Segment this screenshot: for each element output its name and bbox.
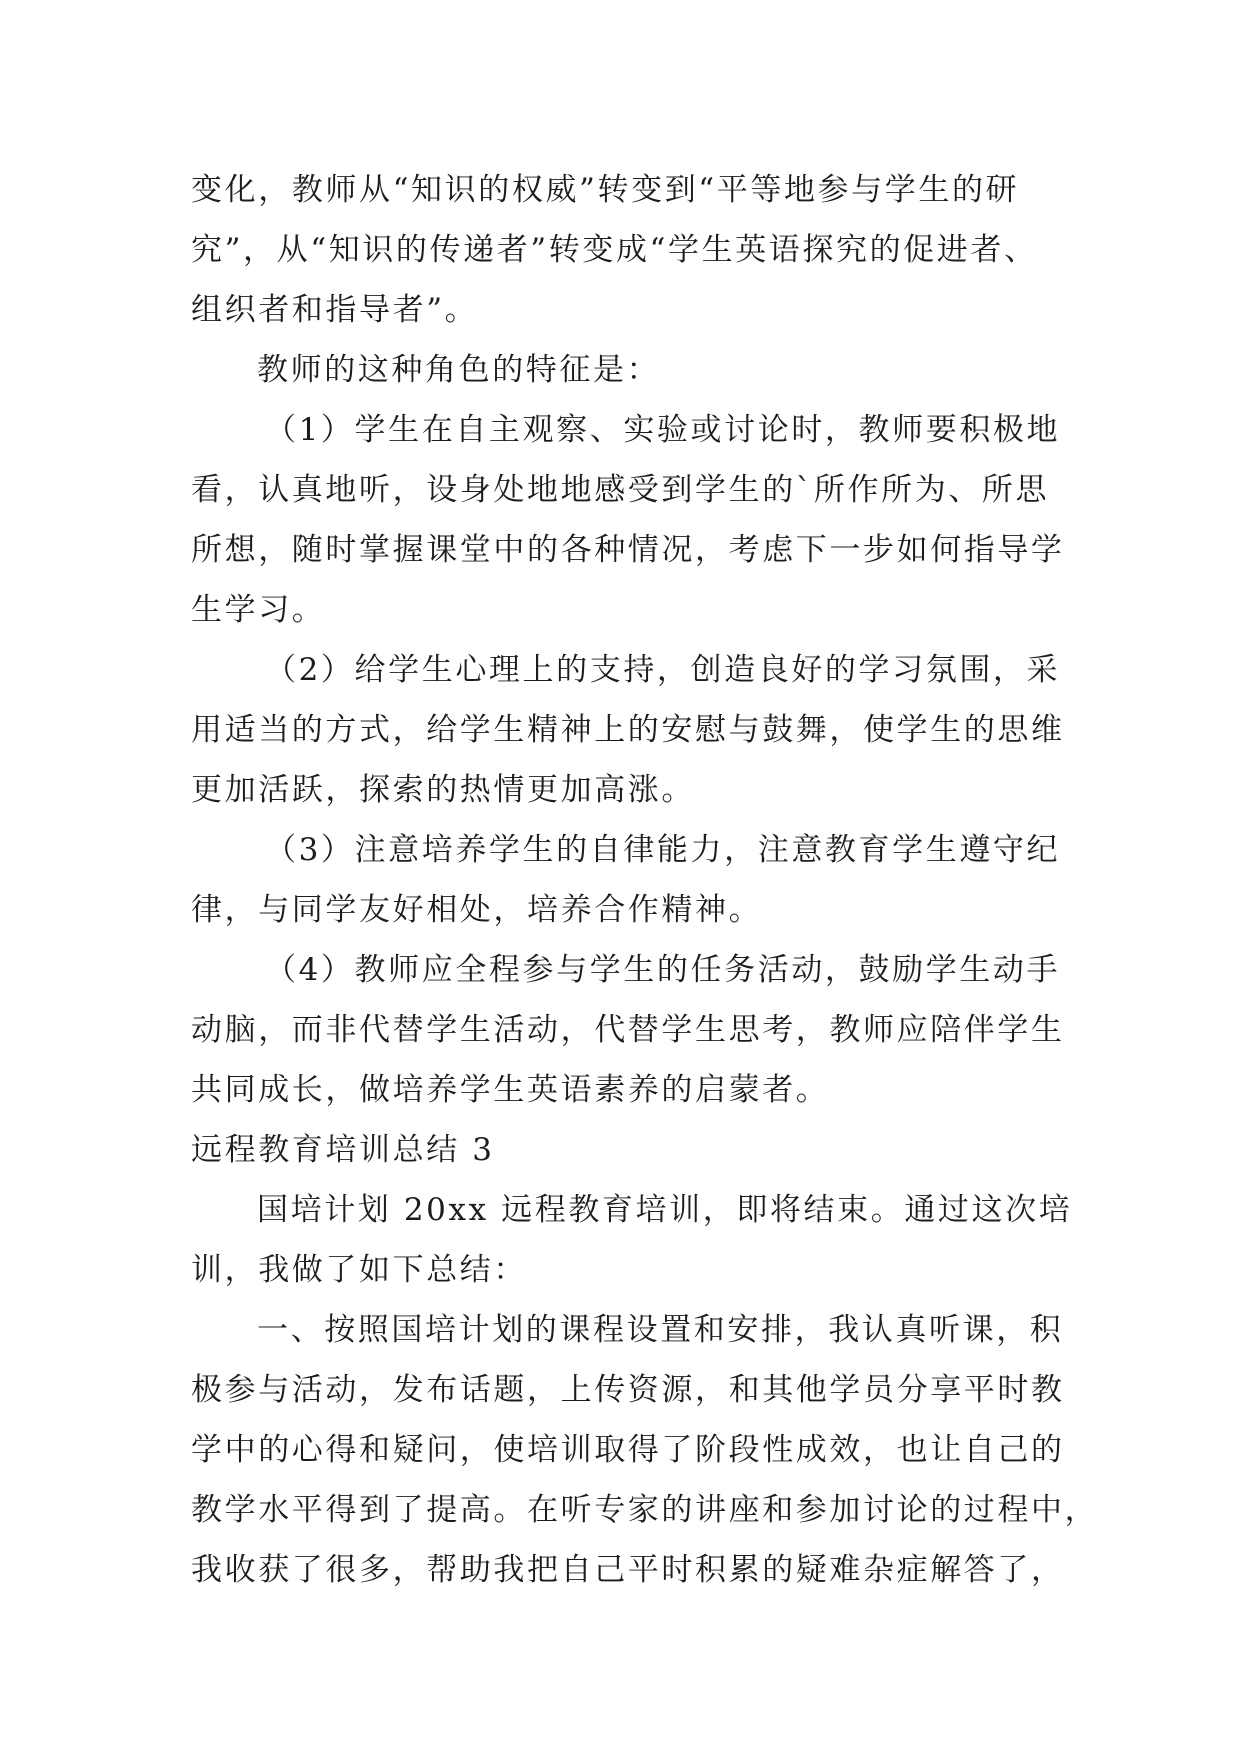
text-line: （4）教师应全程参与学生的任务活动，鼓励学生动手 (265, 952, 1061, 988)
text-line: 生学习。 (191, 592, 326, 628)
heading-text: 远程教育培训总结 3 (191, 1132, 495, 1168)
text-line: 律，与同学友好相处，培养合作精神。 (191, 892, 763, 928)
text-line: （1）学生在自主观察、实验或讨论时，教师要积极地 (265, 412, 1061, 448)
list-item-4 (191, 940, 1091, 1120)
paragraph-summary-1 (191, 1300, 1099, 1600)
text-line: 用适当的方式，给学生精神上的安慰与鼓舞，使学生的思维 (191, 712, 1065, 748)
text-line: 变化，教师从“知识的权威”转变到“平等地参与学生的研 (191, 172, 1020, 208)
text-line: 究”，从“知识的传递者”转变成“学生英语探究的促进者、 (191, 232, 1038, 268)
text-line: 更加活跃，探索的热情更加高涨。 (191, 772, 695, 808)
paragraph-role-change (191, 160, 1091, 340)
text-line: （2）给学生心理上的支持，创造良好的学习氛围，采 (265, 652, 1061, 688)
text-line: 动脑，而非代替学生活动，代替学生思考，教师应陪伴学生 (191, 1012, 1065, 1048)
text-line: 国培计划 20xx 远程教育培训，即将结束。通过这次培 (257, 1192, 1073, 1228)
text-line: （3）注意培养学生的自律能力，注意教育学生遵守纪 (265, 832, 1061, 868)
text-line: 看，认真地听，设身处地地感受到学生的`所作所为、所思 (191, 472, 1050, 508)
text-line: 组织者和指导者”。 (191, 292, 479, 328)
list-item-1 (191, 400, 1091, 640)
text-line: 所想，随时掌握课堂中的各种情况，考虑下一步如何指导学 (191, 532, 1065, 568)
section-heading (191, 1120, 1091, 1180)
text-line: 教师的这种角色的特征是： (257, 352, 661, 388)
list-item-2 (191, 640, 1091, 820)
document-body (191, 160, 1099, 1600)
paragraph-intro (191, 1180, 1091, 1300)
text-line: 极参与活动，发布话题，上传资源，和其他学员分享平时教 (191, 1372, 1065, 1408)
paragraph-role-features (191, 340, 1091, 400)
text-line: 训，我做了如下总结： (191, 1252, 527, 1288)
text-line: 教学水平得到了提高。在听专家的讲座和参加讨论的过程中， (191, 1492, 1099, 1528)
text-line: 我收获了很多，帮助我把自己平时积累的疑难杂症解答了， (191, 1552, 1065, 1588)
list-item-3 (191, 820, 1091, 940)
text-line: 共同成长，做培养学生英语素养的启蒙者。 (191, 1072, 830, 1108)
text-line: 学中的心得和疑问，使培训取得了阶段性成效，也让自己的 (191, 1432, 1065, 1468)
text-line: 一、按照国培计划的课程设置和安排，我认真听课，积 (257, 1312, 1064, 1348)
